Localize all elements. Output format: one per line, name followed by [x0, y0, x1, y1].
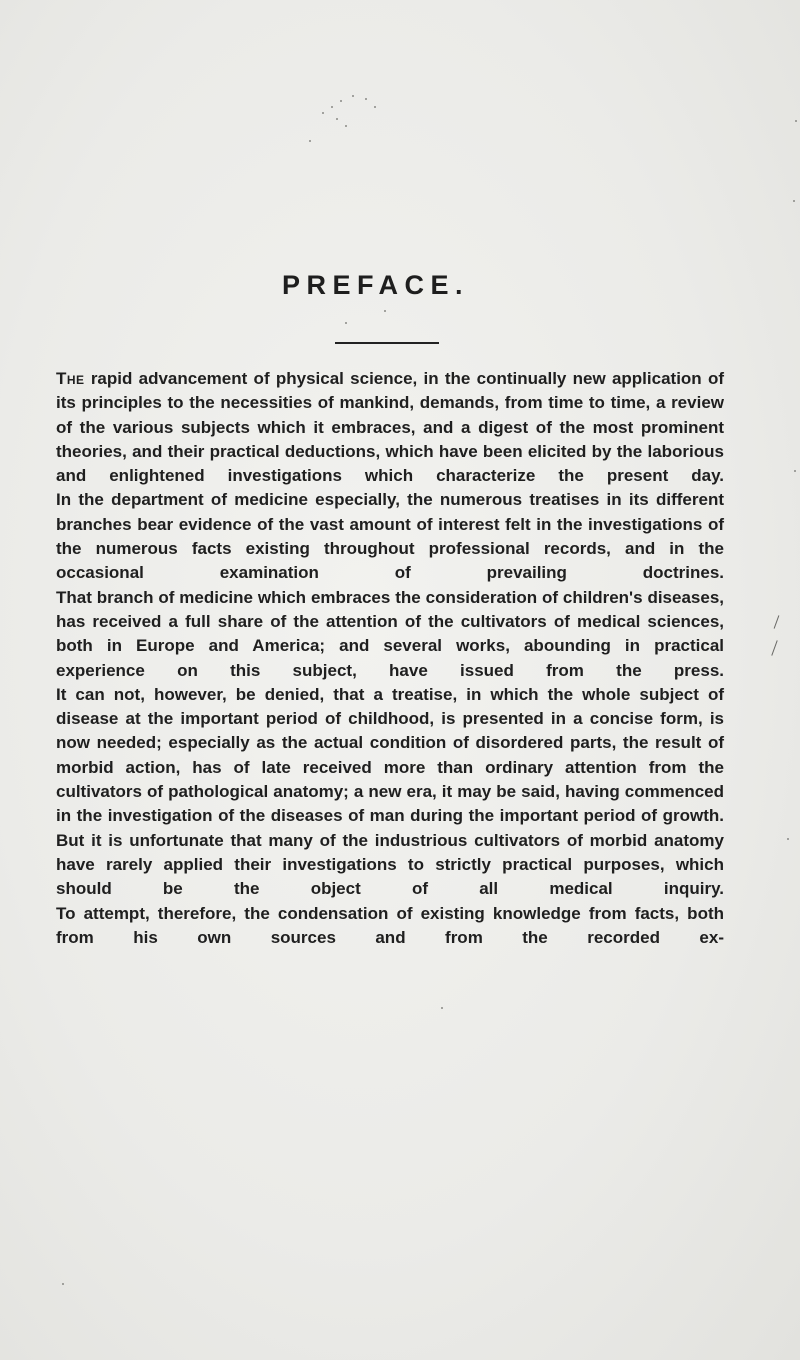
paragraph-1 — [56, 367, 724, 488]
paragraph-text: To attempt, therefore, the condensation of existing knowledge from facts, both from his own sources and from the recorded ex- — [56, 903, 724, 947]
ink-speck — [793, 200, 795, 202]
ink-speck — [336, 118, 338, 120]
paragraph-text: rapid advancement of physical science, in the continually new application of its principles to the necessities of mankind, demands, from time to time, a review of the various subjects which it embraces, and a digest of the most prominent theories, and their practical deductions, which have been elicited by the laborious and enlightened investigations which characterize the present day. — [56, 369, 724, 486]
ink-speck — [340, 100, 342, 102]
ink-speck — [62, 1283, 64, 1285]
ink-speck — [345, 322, 347, 324]
ink-speck — [345, 125, 347, 127]
ink-speck — [795, 120, 797, 122]
ink-speck — [309, 140, 311, 142]
margin-mark — [771, 640, 777, 655]
ink-speck — [787, 838, 789, 840]
paragraph-3 — [56, 586, 724, 683]
ink-speck — [365, 98, 367, 100]
margin-mark — [774, 615, 780, 628]
paragraph-5 — [56, 902, 724, 951]
title-rule — [335, 342, 439, 344]
page-title: PREFACE. — [282, 270, 470, 300]
paragraph-4 — [56, 683, 724, 902]
ink-speck — [794, 470, 796, 472]
body-text — [56, 367, 724, 950]
ink-speck — [331, 106, 333, 108]
paragraph-text: It can not, however, be denied, that a treatise, in which the whole subject of disease at the important period of childhood, is presented in a concise form, is now needed; especially as the actual condition of disordered parts, the result of morbid action, has of late received more than ordinary attention from the cultivators of pathological anatomy; a new era, it may be said, having commenced in the investigation of the diseases of man during the important period of growth. But it is unfortunate that many of the industrious cultivators of morbid anatomy have rarely applied their investigations to strictly practical purposes, which should be the object of all medical inquiry. — [56, 684, 724, 899]
ink-speck — [322, 112, 324, 114]
ink-speck — [352, 95, 354, 97]
paragraph-text: In the department of medicine especially, the numerous treatises in its different branches bear evidence of the vast amount of interest felt in the investigations of the numerous facts existing throughout professional records, and in the occasional examination of prevailing doctrines. — [56, 490, 724, 583]
paragraph-text: That branch of medicine which embraces the consideration of children's diseases, has received a full share of the attention of the cultivators of medical sciences, both in Europe and America; and several works, abounding in practical experience on this subject, have issued from the press. — [56, 587, 724, 680]
paragraph-2 — [56, 488, 724, 585]
ink-speck — [441, 1007, 443, 1009]
ink-speck — [384, 310, 386, 312]
lead-word: The — [56, 369, 85, 388]
ink-speck — [374, 106, 376, 108]
